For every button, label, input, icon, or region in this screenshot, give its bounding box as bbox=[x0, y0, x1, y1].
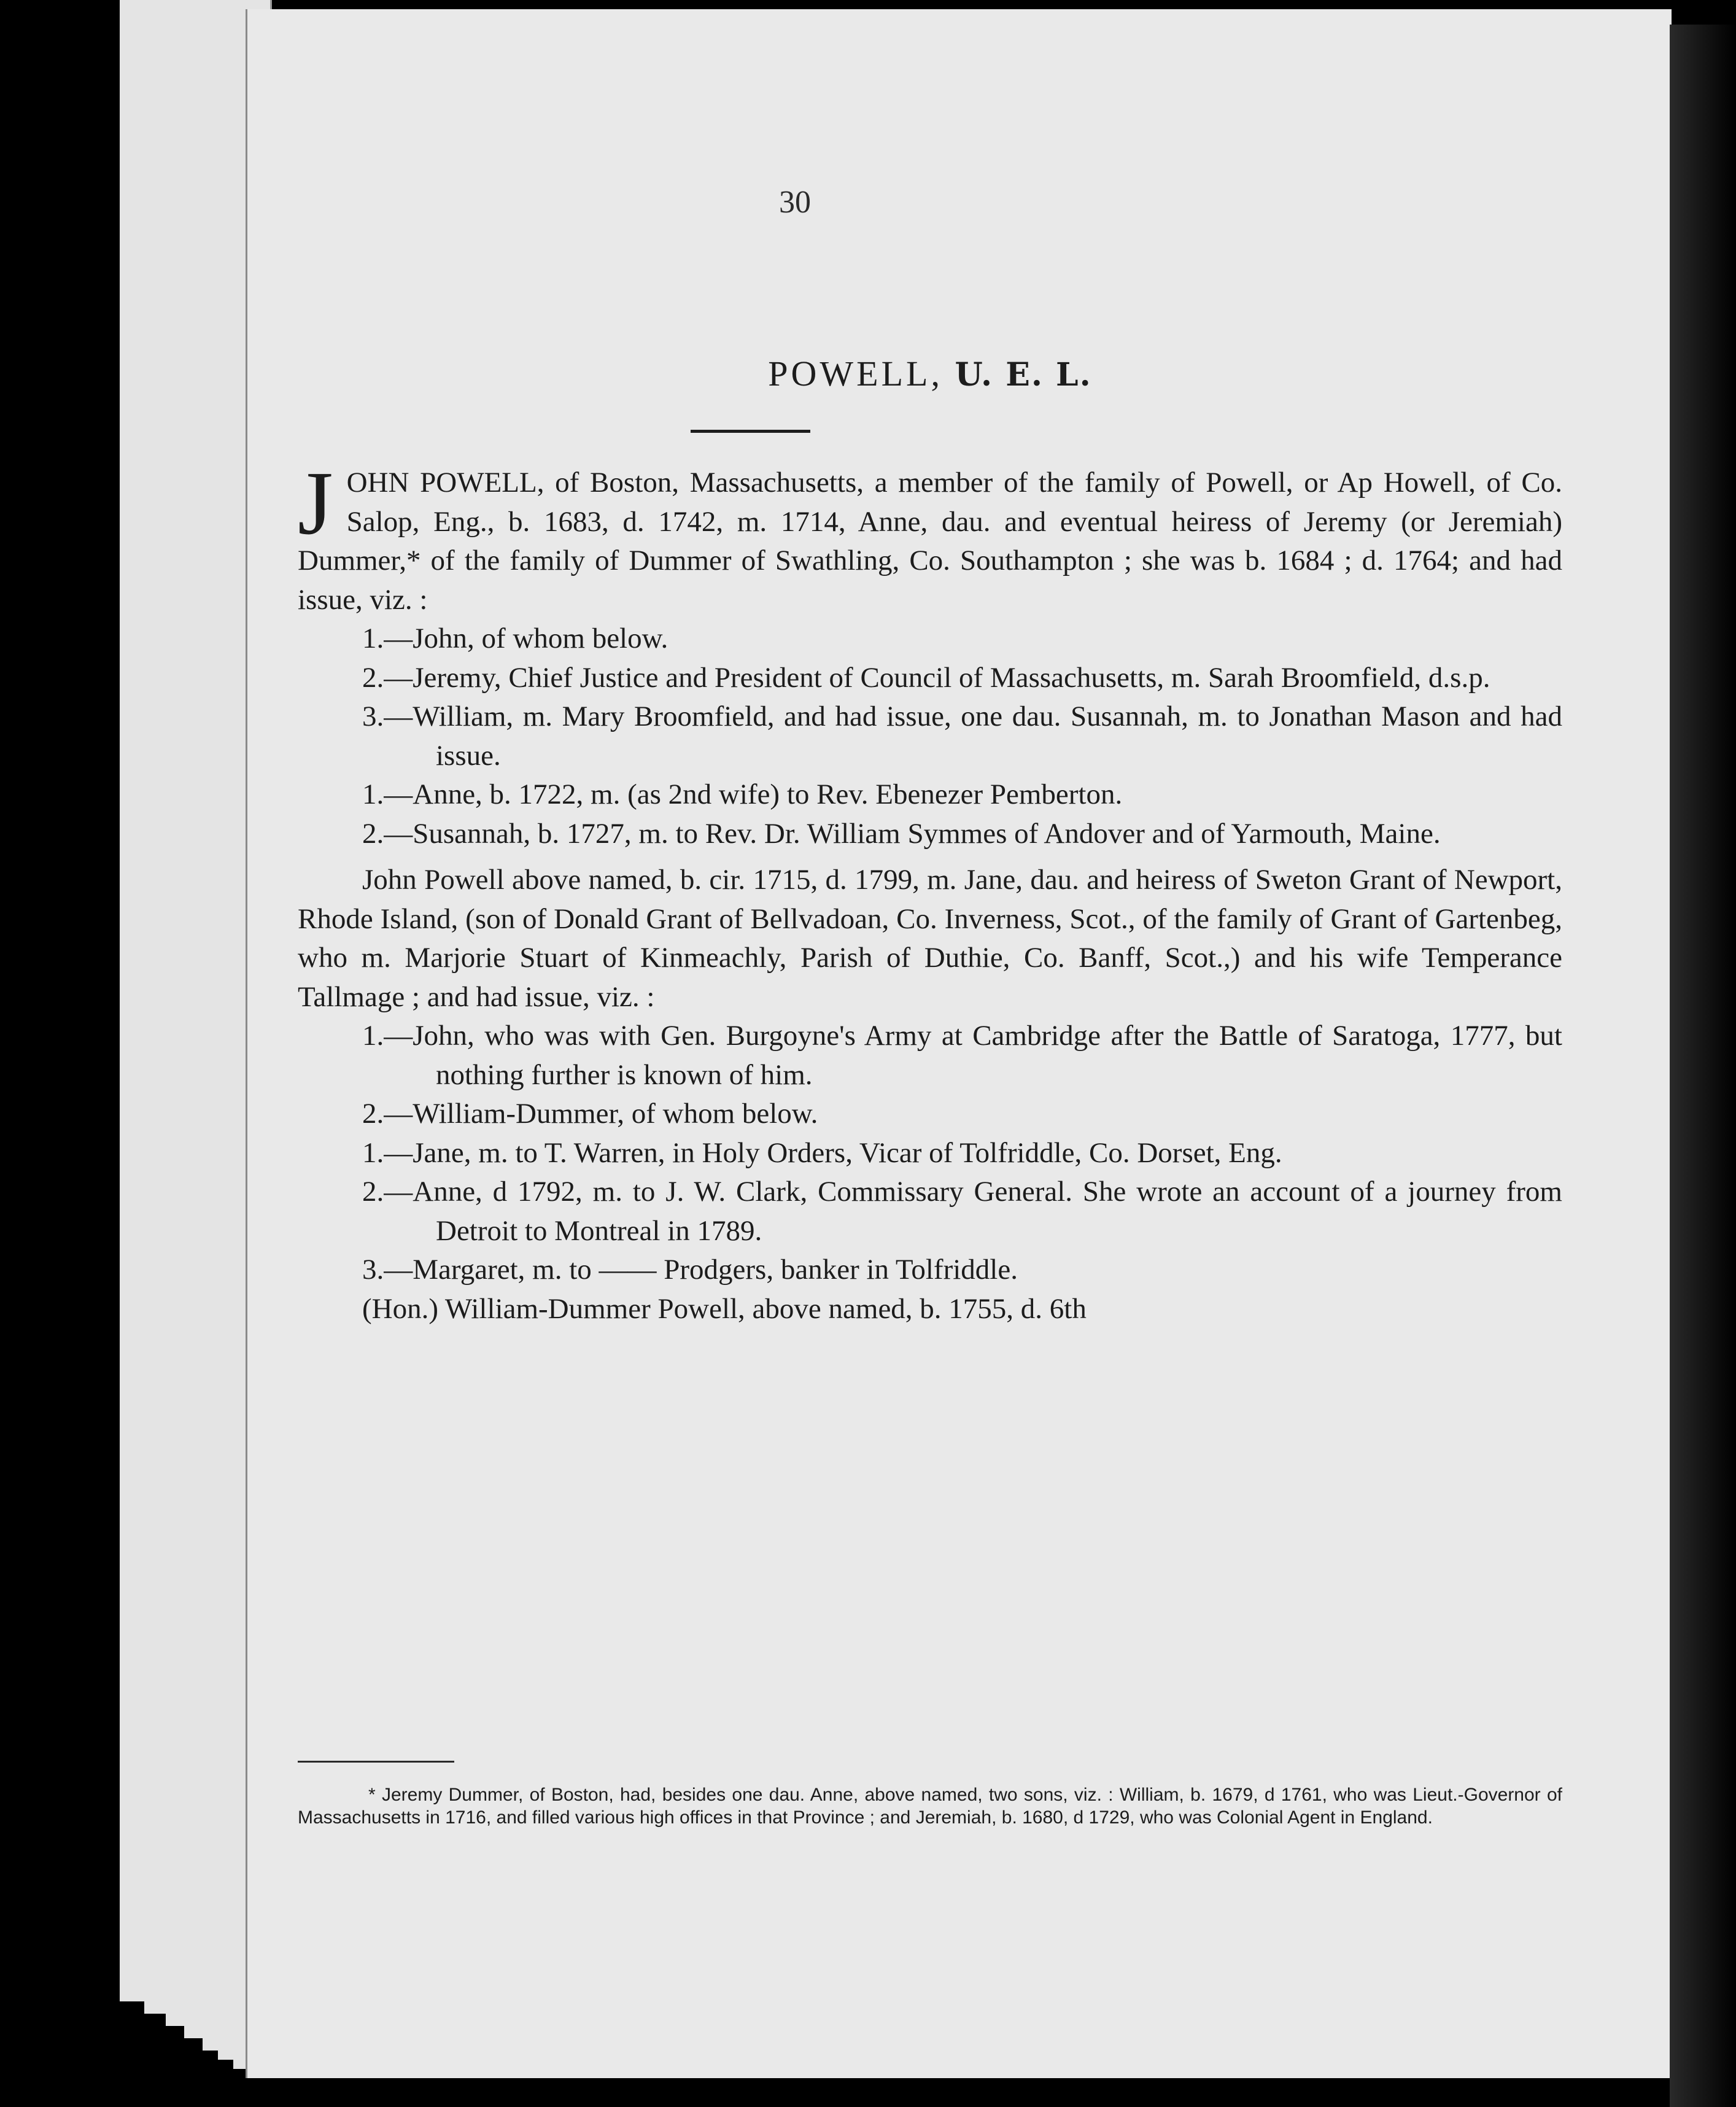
list-item: 2.—Susannah, b. 1727, m. to Rev. Dr. William Symmes of Andover and of Yarmouth, Maine. bbox=[362, 817, 1441, 850]
intro-text: OHN POWELL, of Boston, Massachusetts, a member of the family of Powell, or Ap Howell, of Co. Salop, Eng., b. 1683, d. 1742, m. 1714, Anne, dau. and eventual heiress of Jeremy (or Jeremiah) Dummer,* of the family of Dummer of Swathling, Co. Southampton ; she was b. 1684 ; d. 1764; and had issue, viz. : bbox=[298, 467, 1562, 616]
footnote-text: * Jeremy Dummer, of Boston, had, besides one dau. Anne, above named, two sons, viz. : William, b. 1679, d 1761, who was Lieut.-Governor of Massachusetts in 1716, and filled various high offices in that Province ; and Jeremiah, b. 1680, d 1729, who was Colonial Agent in England. bbox=[298, 1785, 1562, 1828]
list-item: 2.—Jeremy, Chief Justice and President of Council of Massachusetts, m. Sarah Broomfield, d.s.p. bbox=[362, 661, 1490, 694]
list-item: 1.—John, of whom below. bbox=[362, 623, 668, 654]
list-item: 3.—William, m. Mary Broomfield, and had issue, one dau. Susannah, m. to Jonathan Mason and had issue. bbox=[362, 700, 1562, 772]
title-designation: U. E. L. bbox=[955, 356, 1092, 394]
list-item: 1.—Anne, b. 1722, m. (as 2nd wife) to Rev. Ebenezer Pemberton. bbox=[362, 778, 1123, 810]
title-rule bbox=[691, 430, 810, 433]
list-item: 3.—Margaret, m. to —— Prodgers, banker in Tolfriddle. bbox=[362, 1254, 1018, 1286]
list-item: 2.—William-Dummer, of whom below. bbox=[362, 1098, 818, 1130]
page-number: 30 bbox=[779, 185, 811, 220]
drop-cap: J bbox=[298, 453, 333, 554]
footnote bbox=[298, 1783, 1562, 1829]
paragraph: John Powell above named, b. cir. 1715, d. 1799, m. Jane, dau. and heiress of Sweton Grant of Newport, Rhode Island, (son of Donald Grant of Bellvadoan, Co. Inverness, Scot., of the family of Grant of Gartenbeg, who m. Marjorie Stuart of Kinmeachly, Parish of Duthie, Co. Banff, Scot.,) and his wife Temperance Tallmage ; and had issue, viz. : bbox=[298, 864, 1562, 1013]
intro-paragraph bbox=[298, 453, 1562, 619]
paragraph: (Hon.) William-Dummer Powell, above named, b. 1755, d. 6th bbox=[362, 1292, 1087, 1325]
binding-shadow bbox=[1670, 25, 1736, 2107]
list-item: 1.—John, who was with Gen. Burgoyne's Army at Cambridge after the Battle of Saratoga, 1777, but nothing further is known of him. bbox=[362, 1020, 1562, 1091]
footnote-rule bbox=[298, 1761, 454, 1763]
list-item: 1.—Jane, m. to T. Warren, in Holy Orders, Vicar of Tolfriddle, Co. Dorset, Eng. bbox=[362, 1136, 1282, 1169]
page-title bbox=[298, 353, 1562, 394]
body-text bbox=[298, 453, 1562, 1329]
title-surname: POWELL, bbox=[768, 354, 943, 394]
list-item: 2.—Anne, d 1792, m. to J. W. Clark, Commissary General. She wrote an account of a journey from Detroit to Montreal in 1789. bbox=[362, 1176, 1562, 1247]
